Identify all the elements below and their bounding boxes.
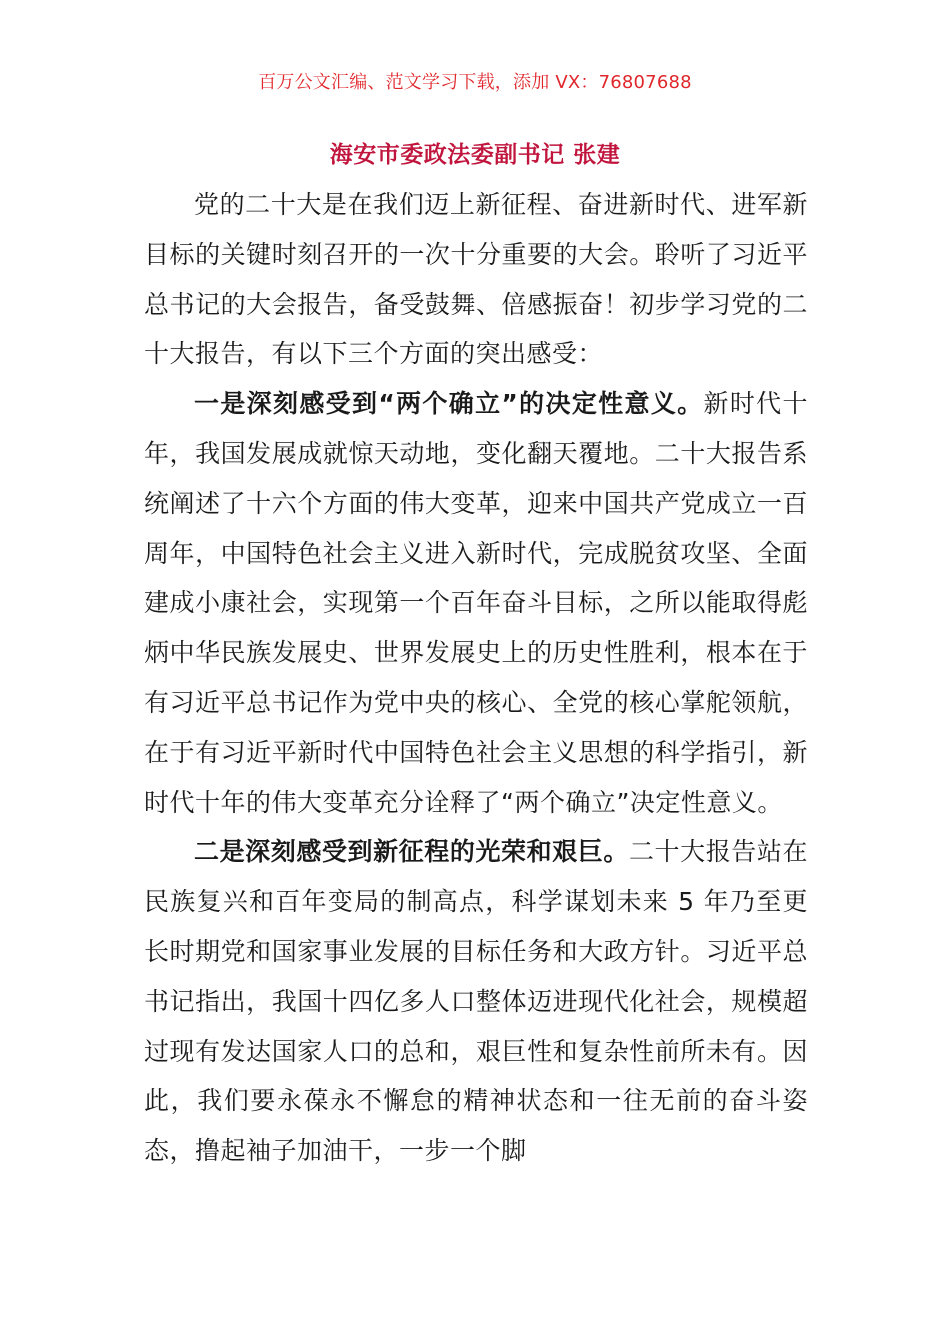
paragraph-text: 党的二十大是在我们迈上新征程、奋进新时代、进军新目标的关键时刻召开的一次十分重要的大会。聆听了习近平总书记的大会报告，备受鼓舞、倍感振奋！初步学习党的二十大报告，有以下三个方面的突出感受： bbox=[144, 190, 808, 369]
paragraph-point-one bbox=[144, 379, 808, 827]
paragraph-text: 新时代十年，我国发展成就惊天动地，变化翻天覆地。二十大报告系统阐述了十六个方面的伟大变革，迎来中国共产党成立一百周年，中国特色社会主义进入新时代，完成脱贫攻坚、全面建成小康社会，实现第一个百年奋斗目标，之所以能取得彪炳中华民族发展史、世界发展史上的历史性胜利，根本在于有习近平总书记作为党中央的核心、全党的核心掌舵领航，在于有习近平新时代中国特色社会主义思想的科学指引，新时代十年的伟大变革充分诠释了“两个确立”决定性意义。 bbox=[144, 389, 808, 817]
header-watermark-text: 百万公文汇编、范文学习下载，添加 VX：76807688 bbox=[258, 72, 692, 93]
paragraph-lead: 一是深刻感受到“两个确立”的决定性意义。 bbox=[194, 389, 704, 419]
document-body bbox=[144, 180, 808, 1176]
paragraph-intro bbox=[144, 180, 808, 379]
paragraph-point-two bbox=[144, 827, 808, 1176]
document-title: 海安市委政法委副书记 张建 bbox=[329, 142, 621, 168]
paragraph-text: 二十大报告站在民族复兴和百年变局的制高点，科学谋划未来 5 年乃至更长时期党和国家事业发展的目标任务和大政方针。习近平总书记指出，我国十四亿多人口整体迈进现代化社会，规模超过现有发达国家人口的总和，艰巨性和复杂性前所未有。因此，我们要永葆永不懈怠的精神状态和一往无前的奋斗姿态，撸起袖子加油干，一步一个脚 bbox=[144, 837, 808, 1166]
paragraph-lead: 二是深刻感受到新征程的光荣和艰巨。 bbox=[194, 837, 629, 867]
